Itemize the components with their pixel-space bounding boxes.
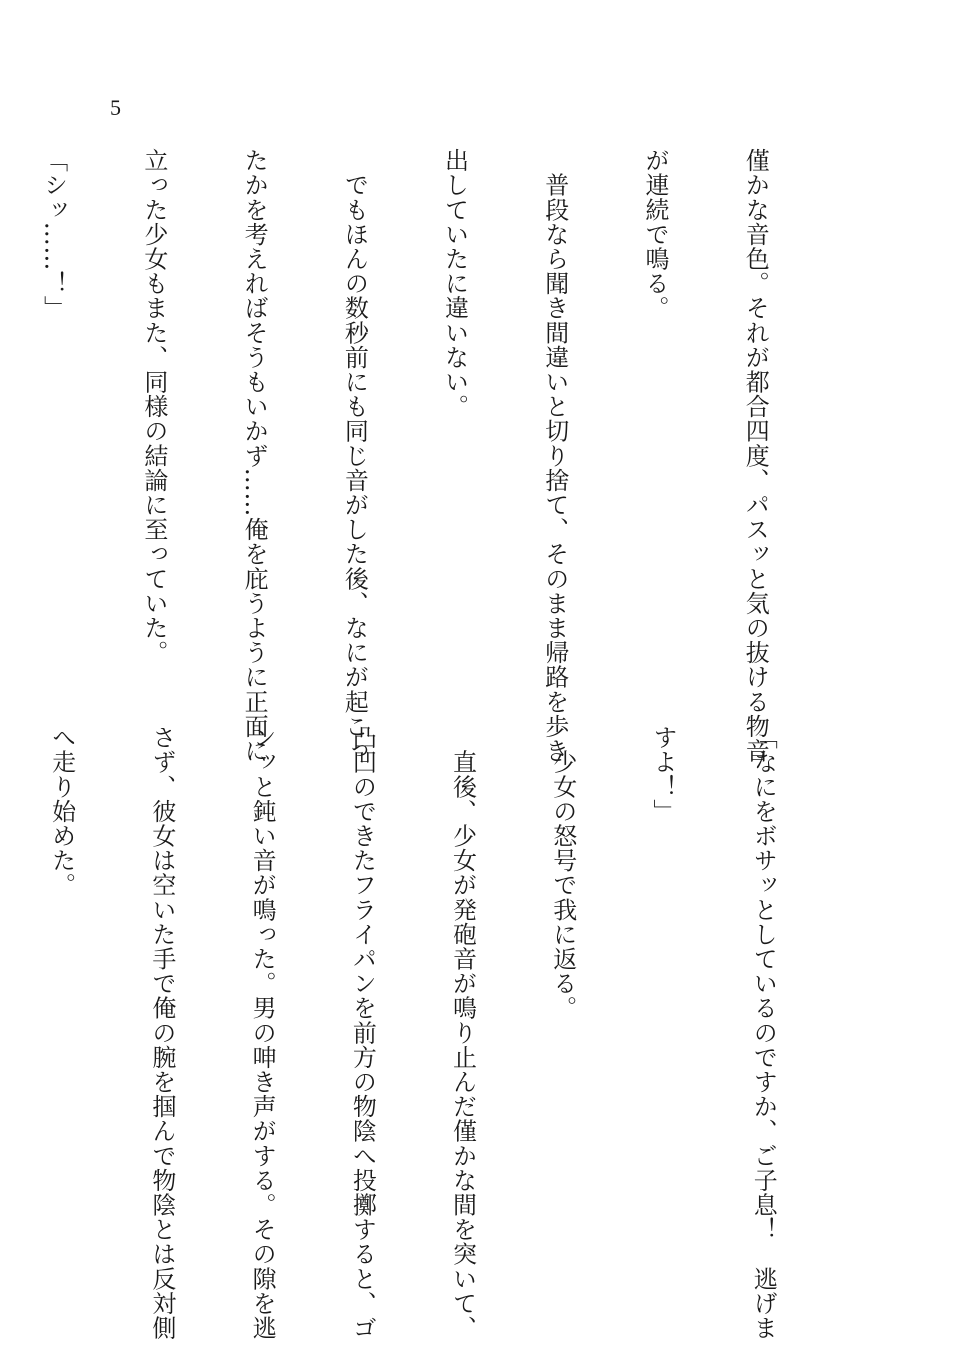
text-line: 「なにをボサッとしているのですか、ご子息！ 逃げま xyxy=(749,725,778,1340)
text-line: 立った少女もまた、同様の結論に至っていた。 xyxy=(139,148,168,665)
text-line: たかを考えればそうもいかず……俺を庇うように正面に xyxy=(240,148,269,763)
text-line: 「シッ……！」 xyxy=(39,148,68,321)
text-line: さず、彼女は空いた手で俺の腕を掴んで物陰とは反対側 xyxy=(147,725,176,1340)
text-line: 出していたに違いない。 xyxy=(440,148,469,419)
text-line: 直後、少女が発砲音が鳴り止んだ僅かな間を突いて、 xyxy=(448,725,477,1340)
text-line: ンッと鈍い音が鳴った。男の呻き声がする。その隙を逃 xyxy=(248,725,277,1340)
text-line: でもほんの数秒前にも同じ音がした後、なにが起こっ xyxy=(340,148,369,763)
text-line: 少女の怒号で我に返る。 xyxy=(548,725,577,1021)
text-line: 普段なら聞き間違いと切り捨て、そのまま帰路を歩き xyxy=(540,148,569,763)
text-line: 僅かな音色。それが都合四度、パスッと気の抜ける物音 xyxy=(741,148,770,763)
text-line: 凸凹のできたフライパンを前方の物陰へ投擲すると、ゴ xyxy=(348,725,377,1340)
text-line: すよ！」 xyxy=(648,725,677,824)
text-line: へ走り始めた。 xyxy=(47,725,76,898)
page-number: 5 xyxy=(110,95,121,120)
upper-text-block xyxy=(0,148,838,763)
lower-text-block xyxy=(0,725,846,1340)
text-line: が連続で鳴る。 xyxy=(640,148,669,321)
